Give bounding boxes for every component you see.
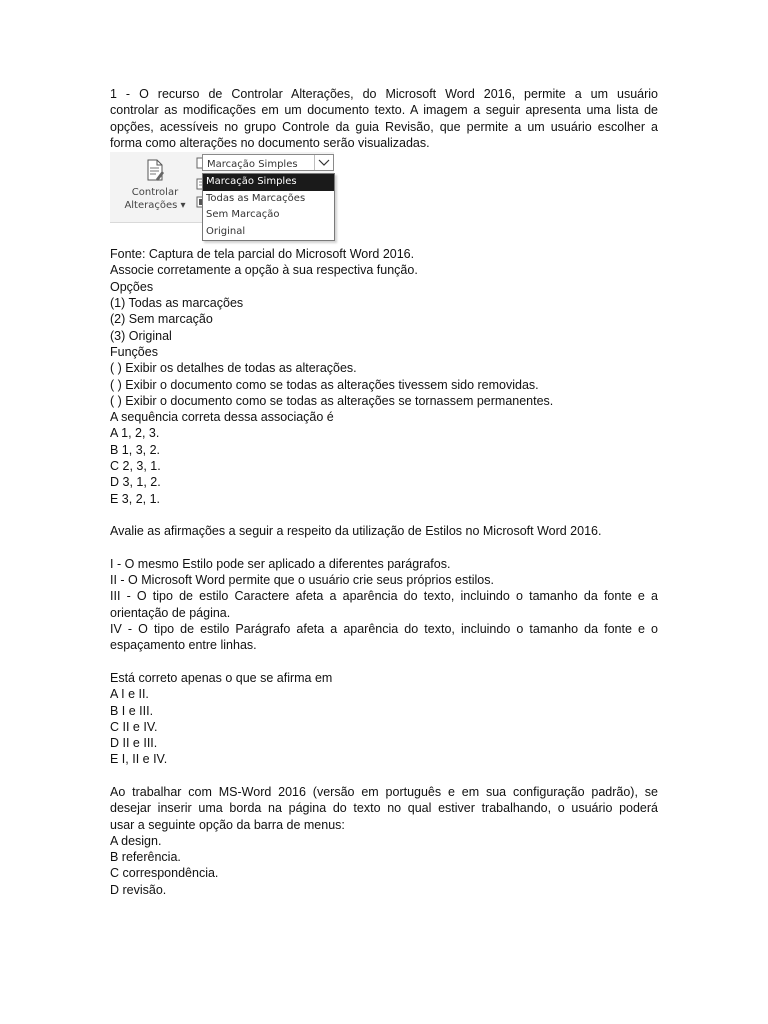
spacer [110, 768, 658, 784]
q2-intro: Avalie as afirmações a seguir a respeito da utilização de Estilos no Microsoft Word 2016. [110, 524, 602, 539]
q1-option-3: (3) Original [110, 328, 172, 343]
q2-answer-b: B I e III. [110, 703, 154, 718]
q2-statement-1: I - O mesmo Estilo pode ser aplicado a diferentes parágrafos. [110, 556, 451, 571]
q1-functions-title: Funções [110, 344, 158, 359]
q1-answer-c: C 2, 3, 1. [110, 459, 161, 474]
q1-intro-line-1: 1 - O recurso de Controlar Alterações, do Microsoft Word 2016, permite a um usuário [110, 87, 658, 101]
chevron-down-icon [315, 155, 333, 170]
q1-option-1: (1) Todas as marcações [110, 296, 244, 311]
q1-answer-a: A 1, 2, 3. [110, 426, 160, 441]
spacer [110, 540, 658, 556]
q3-answer-c: C correspondência. [110, 866, 219, 881]
dropdown-option-simple-markup: Marcação Simples [203, 174, 334, 191]
q3-intro-line-3: usar a seguinte opção da barra de menus: [110, 817, 345, 832]
q1-intro-line-3: opções, acessíveis no grupo Controle da guia Revisão, que permite a um usuário escolher a [110, 119, 658, 134]
word-track-changes-screenshot [110, 152, 340, 242]
q1-function-2: ( ) Exibir o documento como se todas as alterações tivessem sido removidas. [110, 377, 539, 392]
q1-options-title: Opções [110, 279, 154, 294]
q1-answer-d: D 3, 1, 2. [110, 475, 161, 490]
q1-intro-line-4: forma como alterações no documento serão visualizadas. [110, 135, 430, 150]
markup-display-combo [202, 154, 334, 171]
track-changes-label: Controlar Alterações ▾ [124, 187, 186, 212]
spacer [110, 654, 658, 670]
q2-statement-4a: IV - O tipo de estilo Parágrafo afeta a aparência do texto, incluindo o tamanho da fonte e o [110, 622, 658, 637]
q2-answer-a: A I e II. [110, 687, 149, 702]
q3-answer-d: D revisão. [110, 882, 167, 897]
q1-answer-b: B 1, 3, 2. [110, 442, 161, 457]
track-changes-icon [146, 159, 164, 181]
q2-answer-e: E I, II e IV. [110, 752, 168, 767]
dropdown-option-all-markup: Todas as Marcações [206, 192, 306, 204]
spacer [110, 507, 658, 523]
q1-question: A sequência correta dessa associação é [110, 410, 334, 425]
document-page [110, 86, 658, 898]
q1-intro-line-2: controlar as modificações em um documento texto. A imagem a seguir apresenta uma lista de [110, 103, 658, 118]
q3-intro-line-2: desejar inserir uma borda na página do texto no qual estiver trabalhando, o usuário poderá [110, 801, 658, 816]
q3-answer-b: B referência. [110, 850, 181, 865]
q1-option-2: (2) Sem marcação [110, 312, 213, 327]
combo-value: Marcação Simples [207, 159, 298, 171]
q2-answer-d: D II e III. [110, 736, 158, 751]
markup-display-dropdown [202, 173, 335, 241]
q3-answer-a: A design. [110, 833, 162, 848]
q1-function-1: ( ) Exibir os detalhes de todas as alterações. [110, 361, 357, 376]
q1-answer-e: E 3, 2, 1. [110, 491, 161, 506]
q1-instruction: Associe corretamente a opção à sua respectiva função. [110, 263, 418, 278]
q2-statement-2: II - O Microsoft Word permite que o usuário crie seus próprios estilos. [110, 573, 494, 588]
dropdown-option-original: Original [206, 225, 246, 237]
track-changes-button [116, 156, 194, 218]
q1-source: Fonte: Captura de tela parcial do Microsoft Word 2016. [110, 247, 415, 262]
q2-statement-3b: orientação de página. [110, 605, 231, 620]
dropdown-option-no-markup: Sem Marcação [206, 209, 280, 221]
q2-statement-4b: espaçamento entre linhas. [110, 638, 257, 653]
q2-question: Está correto apenas o que se afirma em [110, 670, 333, 685]
q2-answer-c: C II e IV. [110, 719, 158, 734]
q1-function-3: ( ) Exibir o documento como se todas as alterações se tornassem permanentes. [110, 393, 554, 408]
q2-statement-3a: III - O tipo de estilo Caractere afeta a aparência do texto, incluindo o tamanho da fonte e a [110, 589, 658, 604]
combo-arrow [314, 155, 333, 170]
q3-intro-line-1: Ao trabalhar com MS-Word 2016 (versão em português e em sua configuração padrão), se [110, 784, 658, 799]
